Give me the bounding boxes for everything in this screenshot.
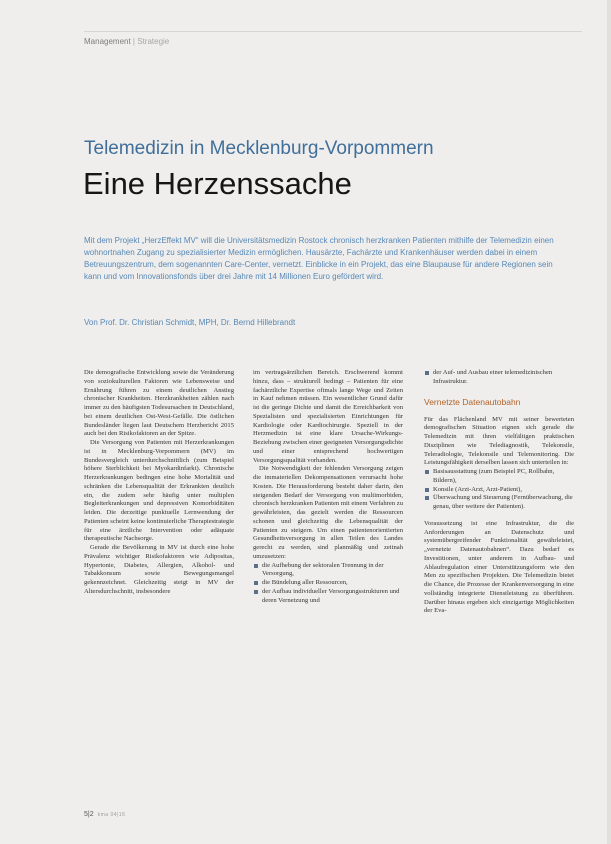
list-item xyxy=(424,468,574,486)
article-lead: Mit dem Projekt „HerzEffekt MV“ will die Universitätsmedizin Rostock chronisch herzkranken Patienten mithilfe der Telemedizin einen wohnortnahen Zugang zu spezialisierter Medizin ermöglichen. Hausärzte, Fachärzte und Krankenhäuser werden dabei in einem Betreuungszentrum, dem sogenannten Care-Center, vernetzt. Einblicke in ein Projekt, das eine Blaupause für andere Regionen sein kann und vom Innovationsfonds über drei Jahre mit 14 Millionen Euro gefördert wird. xyxy=(84,236,554,281)
section-label: Management xyxy=(84,37,131,46)
list-item xyxy=(424,486,574,495)
body-paragraph: Die Notwendigkeit der fehlenden Versorgung zeigen die immateriellen Dekompensationen verursacht hohe Kosten. Die Herausforderung besteht daher darin, den steigenden Bedarf der Versorgung von multimorbiden, chronisch herzkranken Patienten mit einem Verfahren zu gewährleisten, das gezielt werden die Ressourcen schonen und gleichzeitig die Lebensqualität der Patienten zu steigern. Um einen patientenorientierten Gesundheitsversorgung in allen Teilen des Landes gerecht zu werden, sind planmäßig und zeitnah umzusetzen: xyxy=(253,465,403,560)
bullet-square-icon xyxy=(425,496,429,500)
list-item-text: die Aufhebung der sektoralen Trennung in der Versorgung, xyxy=(262,561,384,578)
bullet-square-icon xyxy=(425,371,429,375)
bullet-square-icon xyxy=(254,590,258,594)
list-item-text: der Auf- und Ausbau einer telemedizinischen Infrastruktur. xyxy=(433,369,553,385)
text-column-3 xyxy=(424,369,574,616)
body-paragraph: Für das Flächenland MV mit seiner bewerteten demografischen Situation eignen sich gerade die Telemedizin mit ihren vielfältigen praktischen Disziplinen wie Telediagnostik, Telekonsile, Teleradiologie, Telekonsile und Telemonitoring. Die Leistungsfähigkeit derselben lassen sich unterteilen in: xyxy=(424,415,574,467)
header-rule xyxy=(84,31,582,32)
section-subheading: Vernetzte Datenautobahn xyxy=(424,396,521,407)
list-item-text: der Aufbau individueller Versorgungsstrukturen und deren Vernetzung und xyxy=(262,587,400,604)
list-item xyxy=(253,588,403,606)
list-item xyxy=(253,579,403,588)
telemedicine-areas-list xyxy=(424,468,574,512)
requirements-list xyxy=(253,562,403,606)
subsection-label: Strategie xyxy=(137,37,170,46)
text-column-2 xyxy=(253,369,403,605)
list-item xyxy=(424,369,574,387)
article-subtitle: Telemedizin in Mecklenburg-Vorpommern xyxy=(84,138,434,159)
body-paragraph: Die Versorgung von Patienten mit Herzerkrankungen ist in Mecklenburg-Vorpommern (MV) im Bundesvergleich unterdurchschnittlich (zum Beispiel höhere Sterblichkeit bei Myokardinfarkt). Chronische Herzerkrankungen bedingen eine hohe Mortalität und schränken die Lebensqualität der Erkrankten deutlich ein, die zudem sehr häufig unter multiplen Begleiterkrankungen und depressiven Komorbiditäten leiden. Die derzeitige punktuelle Lernwendung der Patienten scheint keine kontinuierliche Therapiestrategie für eine ärztliche Intervention oder adäquate therapeutische Nachsorge. xyxy=(84,439,234,543)
bullet-square-icon xyxy=(254,564,258,568)
magazine-name: kma 04|16 xyxy=(97,812,126,818)
body-paragraph: Die demografische Entwicklung sowie die Veränderung von soziokulturellen Faktoren wie Lebensweise und Ernährung führen zu einem deutlichen Anstieg chronischer Krankheiten. Herzkrankheiten zählen nach immer zu den häufigsten Todesursachen in Deutschland, bei einem deutlichen Ost-West-Gefälle. Die östlichen Bundesländer liegen laut Deutschem Herzbericht 2015 auch bei den Risikofaktoren an der Spitze. xyxy=(84,369,234,438)
list-item xyxy=(253,562,403,580)
body-paragraph: Voraussetzung ist eine Infrastruktur, die die Anforderungen an Datenschutz und systemübergreifender Funktionalität gewährleistet, „vernetzte Datenautobahnen“. Dazu bedarf es Investitionen, unter anderem in Aufbau- und Ablaufregulation einer Unterstützungsform wie den Men zu spezifischen Projekten. Die Telemedizin bietet die Chance, die Prozesse der Krankenversorgung in eine vollständig integrierte Dienstleistung zu überführen. Darüber hinaus ergeben sich einzigartige Möglichkeiten der Eva- xyxy=(424,519,574,615)
body-paragraph: im vertragsärztlichen Bereich. Erschwerend kommt hinzu, dass – strukturell bedingt – Patienten für eine fachärztliche Expertise oftmals lange Wege und Zeiten in Kauf nehmen müssen. Ein wesentlicher Grund dafür ist die geringe Dichte und damit die Erreichbarkeit von Spezialisten und spezialisierten Einrichtungen für Kardiologie oder Kardiochirurgie. Speziell in der Herzmedizin ist eine klare Ursache-Wirkungs-Beziehung zwischen einer geeigneten Versorgungsdichte und einer entsprechend hochwertigen Versorgungsqualität vorhanden. xyxy=(253,369,403,464)
requirements-list-continued xyxy=(424,369,574,387)
list-item-text: Konsile (Arzt-Arzt, Arzt-Patient), xyxy=(433,485,522,493)
page-edge-shadow xyxy=(607,0,611,844)
body-paragraph: Gerade die Bevölkerung in MV ist durch eine hohe Prävalenz wichtiger Risikofaktoren wie Adipositas, Hypertonie, Diabetes, Allergien, Alkohol- und Tabakkonsum sowie Bewegungsmangel gekennzeichnet. Gleichzeitig steigt in MV der Altersdurchschnitt, insbesondere xyxy=(84,544,234,595)
bullet-square-icon xyxy=(425,470,429,474)
bullet-square-icon xyxy=(254,581,258,585)
list-item-text: Überwachung und Steuerung (Fernüberwachung, die genau, über weitere der Patienten). xyxy=(433,494,573,510)
text-column-1 xyxy=(84,369,234,597)
list-item-text: Basisausstattung (zum Beispiel PC, Rollbahn, Bildern), xyxy=(433,468,555,484)
page-footer xyxy=(84,811,125,818)
list-item xyxy=(424,494,574,512)
section-separator: | xyxy=(130,37,138,46)
bullet-square-icon xyxy=(425,488,429,492)
page-number: 5|2 xyxy=(84,811,94,818)
article-authors: Von Prof. Dr. Christian Schmidt, MPH, Dr. Bernd Hillebrandt xyxy=(84,318,296,327)
section-kicker xyxy=(84,37,169,46)
list-item-text: die Bündelung aller Ressourcen, xyxy=(262,579,348,586)
article-title: Eine Herzenssache xyxy=(83,166,352,201)
